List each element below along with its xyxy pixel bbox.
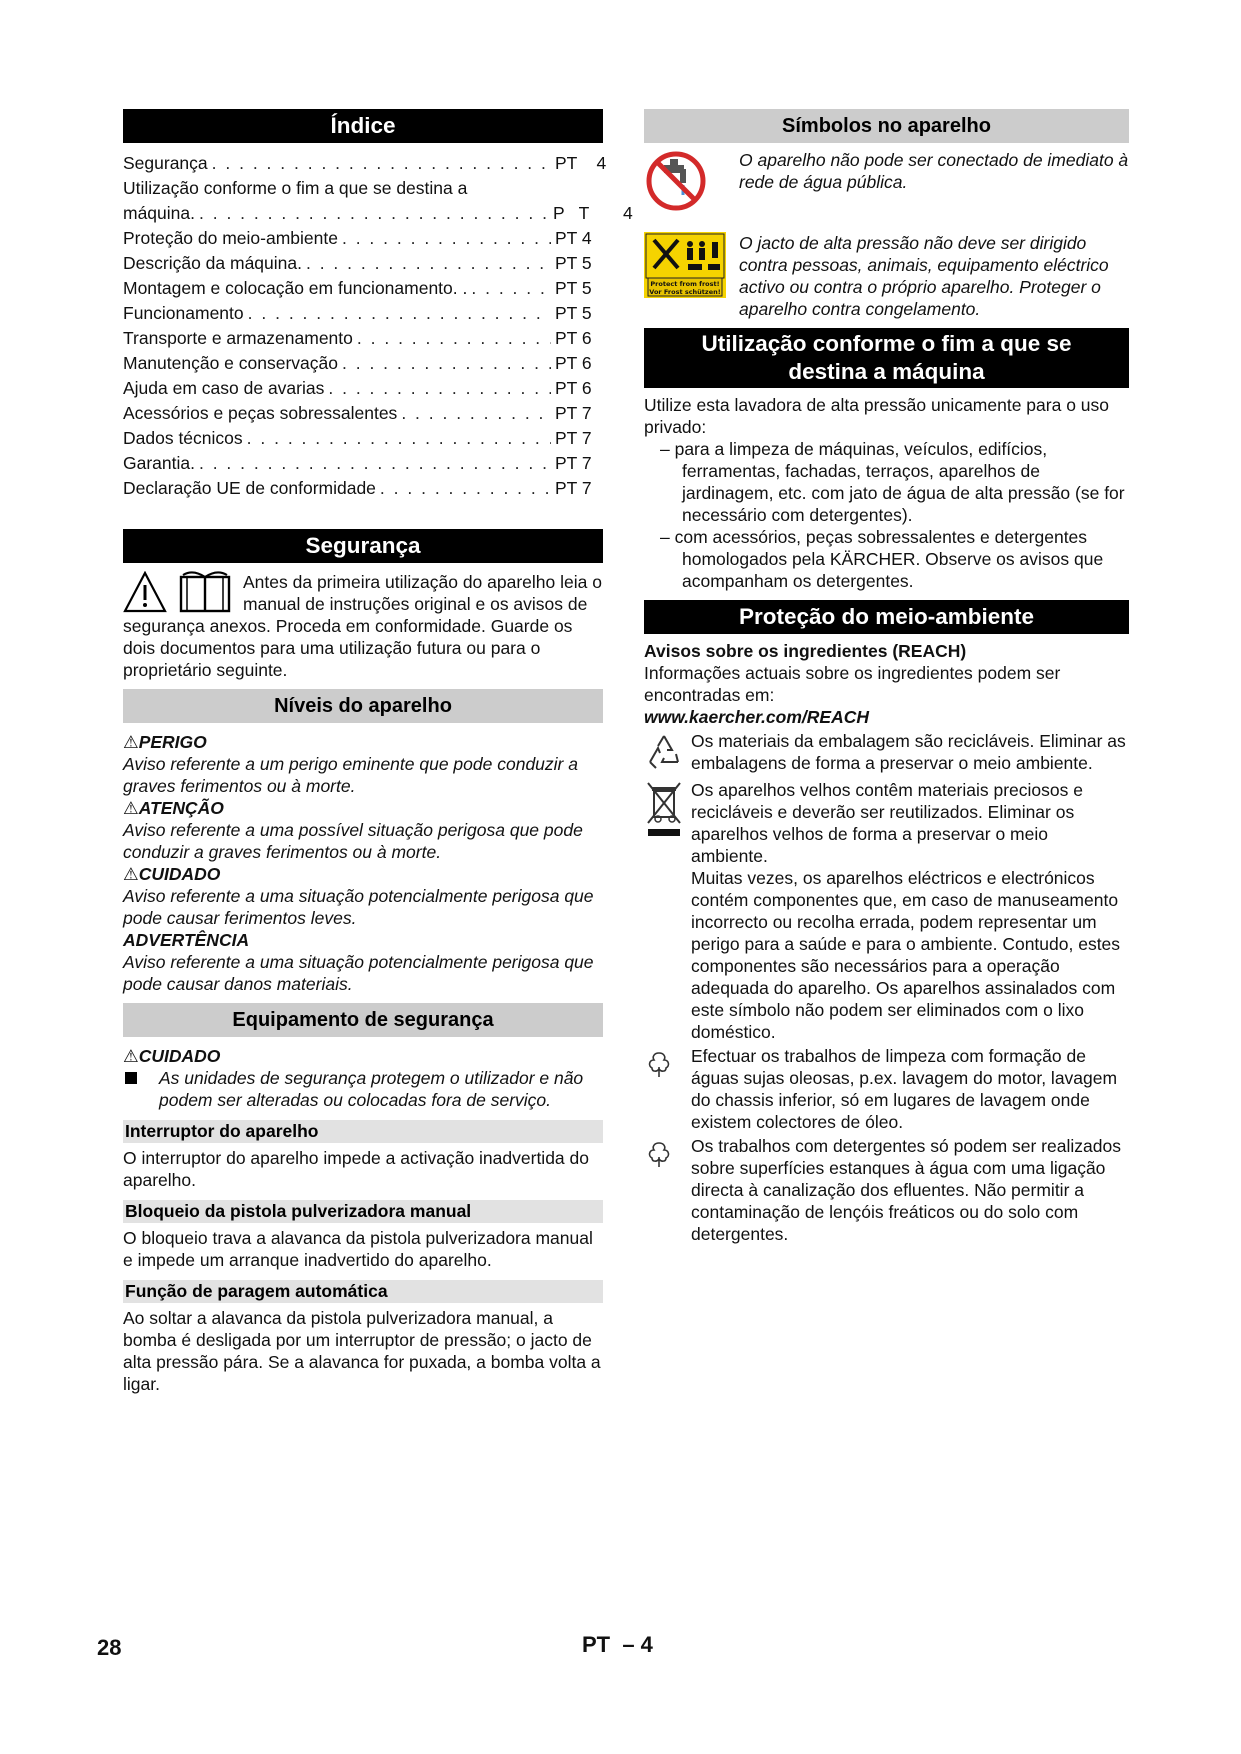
left-column — [123, 109, 633, 1395]
page-number: 28 — [97, 1635, 122, 1660]
toc-entry[interactable]: Descrição da máquina. . . . PT 5 — [123, 251, 603, 276]
toc-entry[interactable]: Montagem e colocação em funcionamento. . . . . PT 5 — [123, 276, 603, 301]
symbols-heading: Símbolos no aparelho — [644, 109, 1129, 143]
levels-heading: Níveis do aparelho — [123, 689, 603, 723]
lock-heading: Bloqueio da pistola pulverizadora manual — [123, 1200, 603, 1223]
index-heading: Índice — [123, 109, 603, 143]
bullet-square-icon — [125, 1072, 137, 1084]
weee-note: Os aparelhos velhos contêm materiais preciosos e recicláveis e deverão ser reutilizados. Eliminar os aparelhos velhos de forma a preservar o meio ambiente. Muitas vezes, os aparelhos eléctricos e electrónicos contém componentes que, em caso de manuseamento incorrecto ou recolha errada, podem representar um perigo para a saúde e para o ambiente. Contudo, estes componentes são necessários para a operação adequada do aparelho. Os aparelhos assinalados com este símbolo não podem ser eliminados com o lixo doméstico. — [644, 779, 1129, 1043]
danger-levels — [123, 731, 603, 995]
environment-tree-icon — [644, 1135, 691, 1174]
reach-link[interactable]: www.kaercher.com/REACH — [644, 707, 869, 727]
no-tap-connection-icon — [644, 149, 739, 218]
toc-entry[interactable]: Segurança . . . PT 4 — [123, 151, 603, 176]
detergent-note: Os trabalhos com detergentes só podem ser realizados sobre superfícies estanques à água com uma ligação directa à canalização dos efluentes. Não permitir a contaminação de lençóis freáticos ou do solo com detergentes. — [644, 1135, 1129, 1245]
warning-triangle-icon — [123, 571, 241, 615]
no-jet-at-people-icon — [644, 232, 726, 298]
symbol-water: O aparelho não pode ser conectado de imediato à rede de água pública. — [644, 149, 1129, 218]
svg-text:Protect from frost!: Protect from frost! — [650, 280, 720, 288]
toc-entry[interactable]: Declaração UE de conformidade . . . PT 7 — [123, 476, 603, 501]
recycle-icon — [644, 730, 691, 777]
toc-entry[interactable]: Funcionamento . . . PT 5 — [123, 301, 603, 326]
jet-warning-label — [644, 232, 739, 303]
toc-entry[interactable]: Ajuda em caso de avarias . . . PT 6 — [123, 376, 603, 401]
toc-entry[interactable]: Manutenção e conservação . . . PT 6 — [123, 351, 603, 376]
svg-text:Vor Frost schützen!: Vor Frost schützen! — [649, 288, 721, 296]
list-item: As unidades de segurança protegem o utilizador e não podem ser alteradas ou colocadas fora de serviço. — [123, 1067, 603, 1111]
reach-heading: Avisos sobre os ingredientes (REACH) — [644, 641, 967, 661]
safety-intro: Antes da primeira utilização do aparelho leia o manual de instruções original e os avisos de segurança anexos. Proceda em conformidade. Guarde os dois documentos para uma utilização futura ou para o proprietário seguinte. — [123, 572, 602, 680]
switch-heading: Interruptor do aparelho — [123, 1120, 603, 1143]
toc-entry[interactable]: Garantia. . . . PT 7 — [123, 451, 603, 476]
level-label: ⚠PERIGO — [123, 732, 207, 752]
symbol-jet: Protect from frost! Vor Frost schützen! O jacto de alta pressão não deve ser dirigido contra pessoas, animais, equipamento eléctrico activo ou contra o próprio aparelho. Proteger o aparelho contra congelamento. — [644, 232, 1129, 320]
level-text: Aviso referente a um perigo eminente que pode conduzir a graves ferimentos ou à morte. — [123, 754, 578, 796]
reach-text: Informações actuais sobre os ingredientes podem ser encontradas em: — [644, 663, 1061, 705]
level-label: ⚠CUIDADO — [123, 864, 221, 884]
manual-icons — [123, 571, 241, 615]
switch-text: O interruptor do aparelho impede a activação inadvertida do aparelho. — [123, 1148, 589, 1190]
level-text: Aviso referente a uma situação potencialmente perigosa que pode causar danos materiais. — [123, 952, 594, 994]
level-text: Aviso referente a uma possível situação perigosa que pode conduzir a graves ferimentos ou à morte. — [123, 820, 583, 862]
crossed-bin-icon — [644, 779, 691, 846]
stop-heading: Função de paragem automática — [123, 1280, 603, 1303]
section-page-label: PT – 4 — [582, 1632, 653, 1657]
stop-text: Ao soltar a alavanca da pistola pulverizadora manual, a bomba é desligada por um interruptor de pressão; o jacto de alta pressão pára. Se a alavanca for puxada, a bomba volta a ligar. — [123, 1308, 601, 1394]
equipment-heading: Equipamento de segurança — [123, 1003, 603, 1037]
toc-entry[interactable]: Transporte e armazenamento . . . PT 6 — [123, 326, 603, 351]
recycle-note: Os materiais da embalagem são recicláveis. Eliminar as embalagens de forma a preservar o meio ambiente. — [644, 730, 1129, 777]
list-item: – com acessórios, peças sobressalentes e detergentes homologados pela KÄRCHER. Observe os avisos que acompanham os detergentes. — [660, 527, 1104, 591]
toc-entry[interactable]: Proteção do meio-ambiente . . . PT 4 — [123, 226, 603, 251]
list-item: – para a limpeza de máquinas, veículos, edifícios, ferramentas, fachadas, terraços, aparelhos de jardinagem, etc. com jato de água de alta pressão (se for necessário com detergentes). — [660, 439, 1125, 525]
equipment-caution-label: ⚠CUIDADO — [123, 1046, 221, 1066]
toc-entry[interactable]: Dados técnicos . . . PT 7 — [123, 426, 603, 451]
environment-heading: Proteção do meio-ambiente — [644, 600, 1129, 634]
right-column — [644, 109, 1129, 1245]
level-label: ⚠ATENÇÃO — [123, 798, 224, 818]
safety-heading: Segurança — [123, 529, 603, 563]
environment-tree-icon — [644, 1045, 691, 1084]
lock-text: O bloqueio trava a alavanca da pistola pulverizadora manual e impede um arranque inadvertido do aparelho. — [123, 1228, 593, 1270]
usage-heading: Utilização conforme o fim a que se destina a máquina — [644, 328, 1129, 388]
table-of-contents — [123, 151, 633, 501]
usage-intro: Utilize esta lavadora de alta pressão unicamente para o uso privado: — [644, 395, 1109, 437]
toc-entry[interactable]: Utilização conforme o fim a que se destina a máquina. . . . P T 4 — [123, 176, 603, 226]
manual-book-icon — [181, 572, 229, 611]
level-label: ADVERTÊNCIA — [123, 930, 250, 950]
toc-entry[interactable]: Acessórios e peças sobressalentes . . . PT 7 — [123, 401, 603, 426]
level-text: Aviso referente a uma situação potencialmente perigosa que pode causar ferimentos leves. — [123, 886, 594, 928]
oil-note: Efectuar os trabalhos de limpeza com formação de águas sujas oleosas, p.ex. lavagem do motor, lavagem do chassis inferior, só em lugares de lavagem onde existem colectores de óleo. — [644, 1045, 1129, 1133]
